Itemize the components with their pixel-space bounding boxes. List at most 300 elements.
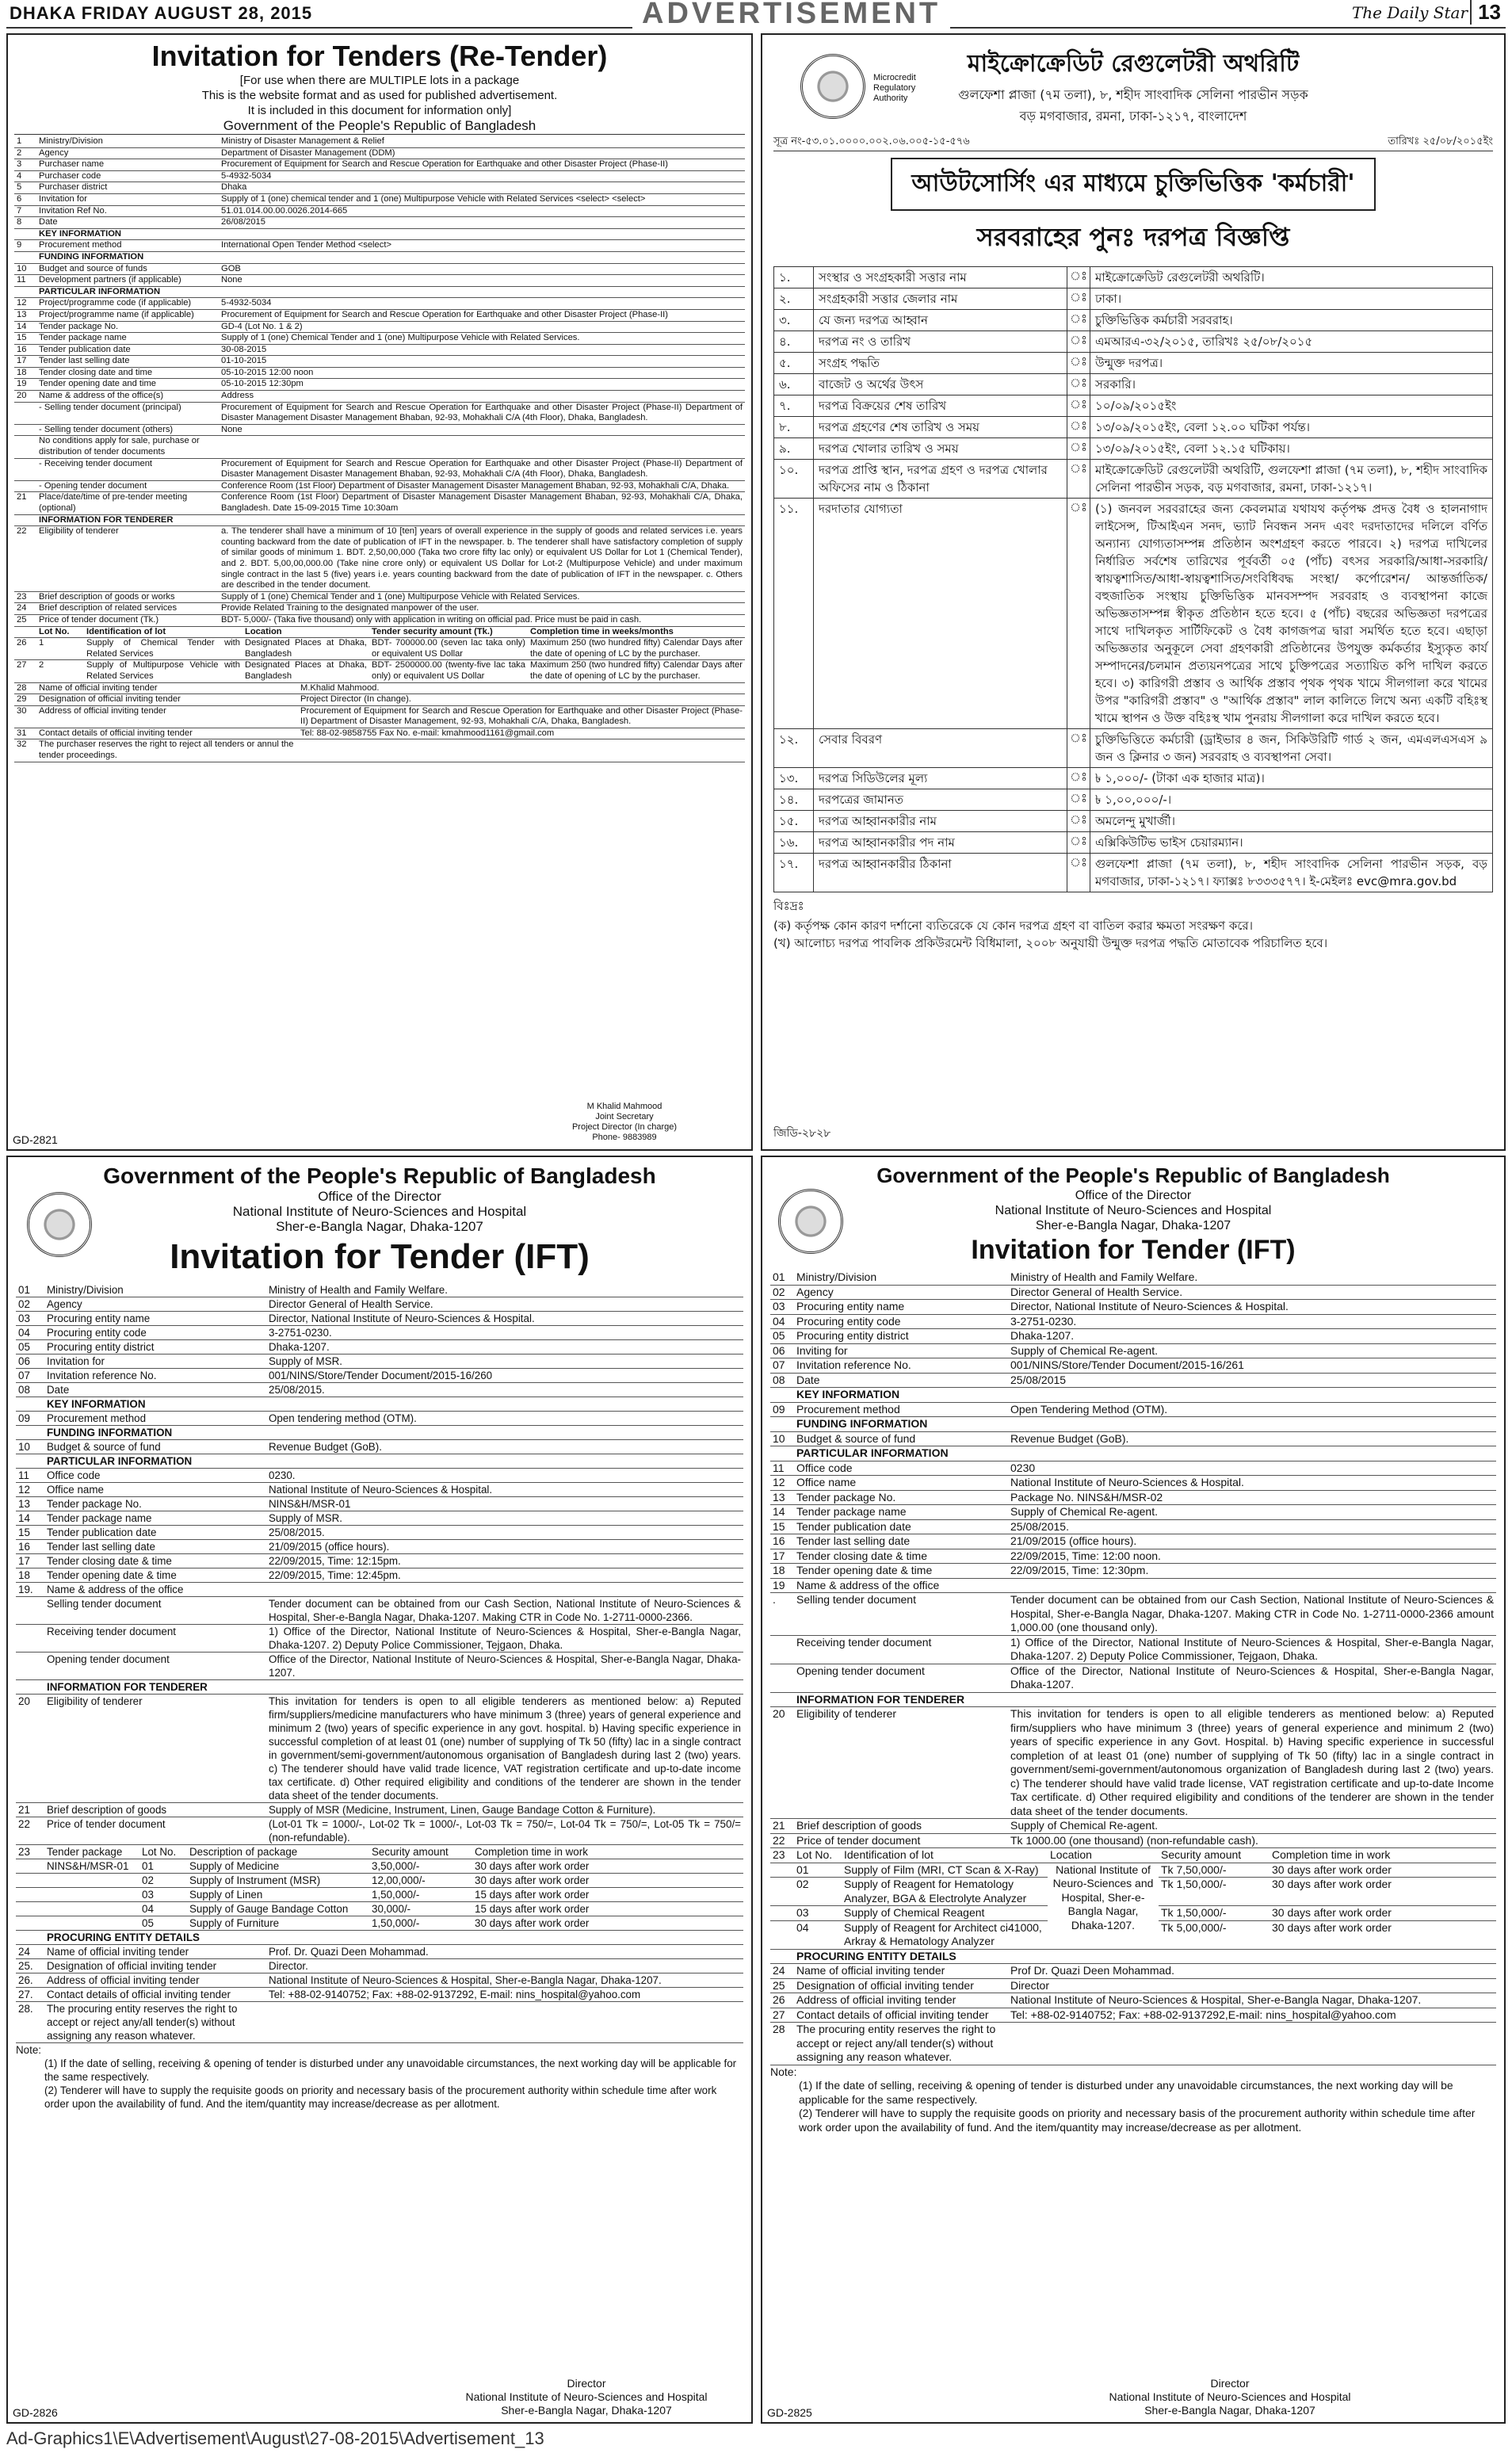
table-row bbox=[14, 344, 745, 356]
table-cell: 16 bbox=[16, 1540, 44, 1554]
table-cell: ঃ bbox=[1067, 768, 1090, 789]
table-row bbox=[16, 1412, 743, 1426]
table-row bbox=[14, 147, 745, 159]
ad2-notes bbox=[773, 917, 1493, 952]
table-cell: Tender last selling date bbox=[36, 356, 219, 368]
table-cell bbox=[770, 1446, 794, 1461]
table-cell: Brief description of goods bbox=[44, 1803, 266, 1817]
table-row bbox=[770, 1564, 1496, 1579]
table-cell: 21 bbox=[16, 1803, 44, 1817]
table-cell: Agency bbox=[44, 1297, 266, 1312]
ad2-addr1: গুলফেশা প্লাজা (৭ম তলা), ৮, শহীদ সাংবাদিক সেলিনা পারভীন সড়ক bbox=[958, 87, 1308, 102]
table-cell: 15 days after work order bbox=[472, 1902, 743, 1916]
table-cell: Director, National Institute of Neuro-Sciences & Hospital. bbox=[266, 1312, 743, 1326]
table-cell: PARTICULAR INFORMATION bbox=[44, 1454, 743, 1469]
table-cell: M.Khalid Mahmood. bbox=[298, 683, 745, 694]
table-cell: Tender package name bbox=[36, 333, 219, 345]
note-label: Note: bbox=[770, 2065, 797, 2078]
table-row bbox=[770, 2008, 1496, 2023]
table-cell: Completion time in weeks/months bbox=[528, 627, 745, 638]
text-line: National Institute of Neuro-Sciences and Hospital bbox=[1109, 2390, 1351, 2403]
table-cell: 27 bbox=[14, 660, 36, 682]
table-cell: - Selling tender document (principal) bbox=[36, 402, 219, 424]
table-row bbox=[16, 1959, 743, 1973]
table-cell: Director. bbox=[266, 1959, 743, 1973]
table-cell: 21/09/2015 (office hours). bbox=[1008, 1534, 1496, 1549]
table-cell: Tender closing date and time bbox=[36, 367, 219, 379]
table-cell bbox=[16, 1888, 44, 1902]
table-cell bbox=[16, 1653, 44, 1680]
table-cell: Supply of Film (MRI, CT Scan & X-Ray) bbox=[842, 1863, 1048, 1878]
table-cell: দরপত্র সিডিউলের মূল্য bbox=[814, 768, 1067, 789]
table-cell: Procuring entity district bbox=[44, 1340, 266, 1354]
table-cell: সরকারি। bbox=[1090, 374, 1493, 395]
ad3-table2 bbox=[16, 1931, 743, 2043]
table-cell: 13 bbox=[770, 1490, 794, 1505]
table-row bbox=[770, 1270, 1496, 1285]
table-cell: Supply of Instrument (MSR) bbox=[187, 1874, 369, 1888]
ad1-title: Invitation for Tenders (Re-Tender) bbox=[151, 40, 608, 72]
table-cell: PROCURING ENTITY DETAILS bbox=[794, 1950, 1496, 1964]
table-cell: Project/programme code (if applicable) bbox=[36, 298, 219, 310]
table-cell: a. The tenderer shall have a minimum of 10 [ten] years of overall experience in the supply of goods and related services i.e. years counting backward from the date of publication of IFT in the newspaper. b. The tenderer shall have satisfactory completion of supply of similar goods of minimum 1. BDT. 2,50,00,000 (Taka two crore fifty lac only) or equivalent US Dollar for Lot 1 (Chemical Tender), and 2. BDT. 5,00,00,000.00 (Take nine crore only) or equivalent US Dollar for Lot-2 (Multipurpose Vehicle) and under maximum single contract in the last 5 (five) years i.e. years counting backward from the date of publication of IFT in the newspaper. c. Others are described in the tender document. bbox=[219, 526, 745, 592]
table-cell: Location bbox=[1048, 1848, 1159, 1863]
table-cell: - Opening tender document bbox=[36, 480, 219, 492]
table-cell: Budget & source of fund bbox=[794, 1431, 1008, 1446]
table-cell: Office of the Director, National Institute of Neuro-Sciences & Hospital, Sher-e-Bangla Nagar, Dhaka-1207. bbox=[1008, 1664, 1496, 1692]
table-row bbox=[14, 660, 745, 682]
ad4-inst: National Institute of Neuro-Sciences and Hospital bbox=[995, 1204, 1272, 1217]
table-cell: Supply of MSR. bbox=[266, 1511, 743, 1526]
table-cell: অমলেন্দু মুখার্জী। bbox=[1090, 811, 1493, 832]
table-cell: 24 bbox=[770, 1964, 794, 1979]
table-row bbox=[16, 1440, 743, 1454]
table-cell: দরপত্র গ্রহণের শেষ তারিখ ও সময় bbox=[814, 417, 1067, 438]
table-cell: দরপত্র আহ্বানকারীর নাম bbox=[814, 811, 1067, 832]
table-cell: This invitation for tenders is open to all eligible tenderers as mentioned below: a) Reputed firm/suppliers who have minimum 3 (three) years of general experience and minimum 2 (two) years of specific experience in any Govt. Hospital. b) Having specific experience in successful completion of at least 01 (one) number of supplying of Tk 50 (fifty) lac in a single contract in government/semi-government/autonomous organization of Bangladesh during last 2 (two) years. c) The tenderer should have valid trade license, VAT registration certificate and up-to-date Income Tax certificate. d) Other required eligibility and conditions of the tenderer are shown in the tender data sheet of the tender documents. bbox=[1008, 1707, 1496, 1819]
table-header-row bbox=[16, 1845, 743, 1859]
table-cell: Tender closing date & time bbox=[44, 1554, 266, 1568]
table-cell: 10 bbox=[14, 263, 36, 275]
table-cell bbox=[770, 1863, 794, 1878]
table-cell: BDT- 700000.00 (seven lac taka only) or equivalent US Dollar bbox=[369, 638, 528, 660]
table-cell bbox=[770, 1388, 794, 1403]
table-cell: 04 bbox=[794, 1920, 842, 1949]
table-cell: Date bbox=[36, 217, 219, 229]
table-row bbox=[16, 1916, 743, 1931]
table-cell: Invitation reference No. bbox=[44, 1369, 266, 1383]
table-row bbox=[770, 1578, 1496, 1593]
table-cell: National Institute of Neuro-Sciences & Hospital. bbox=[266, 1483, 743, 1497]
table-cell: Procurement method bbox=[44, 1412, 266, 1426]
table-cell: 2 bbox=[14, 147, 36, 159]
table-cell bbox=[770, 1950, 794, 1964]
ad4-office: Office of the Director bbox=[1075, 1189, 1192, 1202]
table-cell: Office name bbox=[44, 1483, 266, 1497]
table-cell: 5-4932-5034 bbox=[219, 170, 745, 182]
ad1-gd: GD-2821 bbox=[13, 1133, 58, 1146]
text-line: National Institute of Neuro-Sciences and Hospital bbox=[465, 2390, 708, 2403]
table-cell: Security amount bbox=[369, 1845, 472, 1859]
table-cell: Tender last selling date bbox=[794, 1534, 1008, 1549]
ad3-inst: National Institute of Neuro-Sciences and Hospital bbox=[232, 1204, 527, 1219]
table-cell: এমআরএ-৩২/২০১৫, তারিখঃ ২৫/০৮/২০১৫ bbox=[1090, 331, 1493, 353]
table-cell: Office code bbox=[44, 1469, 266, 1483]
table-cell: ৭. bbox=[774, 395, 814, 417]
table-cell: ১. bbox=[774, 267, 814, 288]
table-cell: ঃ bbox=[1067, 832, 1090, 854]
table-cell: 24 bbox=[14, 603, 36, 615]
table-cell: 09 bbox=[770, 1402, 794, 1417]
text-line: Sher-e-Bangla Nagar, Dhaka-1207 bbox=[1144, 2404, 1315, 2417]
table-cell: 8 bbox=[14, 217, 36, 229]
table-cell: বাজেট ও অর্থের উৎস bbox=[814, 374, 1067, 395]
table-row bbox=[16, 1297, 743, 1312]
table-row bbox=[770, 1446, 1496, 1461]
table-cell: Ministry/Division bbox=[44, 1283, 266, 1297]
table-cell: 20 bbox=[16, 1695, 44, 1803]
table-cell: - Selling tender document (others) bbox=[36, 424, 219, 436]
table-cell: 02 bbox=[139, 1874, 187, 1888]
table-cell: মাইক্রোক্রেডিট রেগুলেটরী অথরিটি, গুলফেশা প্লাজা (৭ম তলা), ৮, শহীদ সাংবাদিক সেলিনা পারভীন সড়ক, বড় মগবাজার, রমনা, ঢাকা-১২১৭। bbox=[1090, 460, 1493, 499]
table-cell: Ministry of Disaster Management & Relief bbox=[219, 136, 745, 147]
table-row bbox=[16, 1653, 743, 1680]
table-row bbox=[14, 159, 745, 171]
table-cell: Lot No. bbox=[794, 1848, 842, 1863]
table-cell: 10 bbox=[16, 1440, 44, 1454]
table-cell: 19. bbox=[16, 1583, 44, 1597]
table-cell: ঃ bbox=[1067, 729, 1090, 768]
table-cell: 15 bbox=[16, 1526, 44, 1540]
table-cell: চুক্তিভিত্তিক কর্মচারী সরবরাহ। bbox=[1090, 310, 1493, 331]
table-cell bbox=[1008, 1578, 1496, 1593]
table-row bbox=[770, 1476, 1496, 1491]
text-line: Project Director (In charge) bbox=[571, 1122, 678, 1132]
table-cell bbox=[14, 402, 36, 424]
table-cell: Procurement of Equipment for Search and Rescue Operation for Earthquake and other Disaster Project (Phase-II) Department of Disaster Management Disaster Management Bhaban, 92-93, Mohakhali C/A (4th Floor), Dhaka, Bangladesh. bbox=[219, 458, 745, 480]
table-cell: ঃ bbox=[1067, 288, 1090, 310]
table-cell: 0230. bbox=[266, 1469, 743, 1483]
table-cell: 02 bbox=[770, 1285, 794, 1300]
table-cell: Dhaka-1207. bbox=[266, 1340, 743, 1354]
table-row bbox=[14, 705, 745, 728]
table-cell: ৳ ১,০০,০০০/-। bbox=[1090, 789, 1493, 811]
table-row bbox=[16, 1369, 743, 1383]
table-row bbox=[770, 1549, 1496, 1564]
note-line: (2) Tenderer will have to supply the requisite goods on priority and necessary basis of the procurement authority within schedule time after work order upon the availability of fund. And the item/quantity may increase/decrease as per allotment. bbox=[799, 2107, 1476, 2134]
table-cell bbox=[16, 1397, 44, 1412]
table-cell: Tender opening date and time bbox=[36, 379, 219, 391]
table-cell: Dhaka bbox=[219, 182, 745, 194]
table-cell: Receiving tender document bbox=[794, 1635, 1008, 1664]
table-row bbox=[774, 768, 1493, 789]
table-cell: 04 bbox=[16, 1326, 44, 1340]
table-row bbox=[16, 2002, 743, 2043]
table-cell: ১৩/০৯/২০১৫ইং, বেলা ১২.০০ ঘটিকা পর্যন্ত। bbox=[1090, 417, 1493, 438]
table-cell: দরদাতার যোগ্যতা bbox=[814, 499, 1067, 729]
table-row bbox=[16, 1888, 743, 1902]
table-cell: ঃ bbox=[1067, 438, 1090, 460]
table-cell: 24 bbox=[16, 1945, 44, 1959]
table-cell: 21 bbox=[770, 1819, 794, 1834]
ad-mra-outsourcing bbox=[761, 33, 1506, 1151]
page-number: 13 bbox=[1470, 0, 1501, 25]
table-cell: 28 bbox=[770, 2023, 794, 2065]
table-cell: Purchaser name bbox=[36, 159, 219, 171]
table-row bbox=[770, 1534, 1496, 1549]
table-cell: সংগ্রহকারী সত্তার জেলার নাম bbox=[814, 288, 1067, 310]
table-cell: Brief description of goods bbox=[794, 1819, 1008, 1834]
table-row bbox=[770, 1635, 1496, 1664]
ad2-addr2: বড় মগবাজার, রমনা, ঢাকা-১২১৭, বাংলাদেশ bbox=[1019, 109, 1247, 124]
table-row bbox=[774, 267, 1493, 288]
table-cell: এক্সিকিউটিভ ভাইস চেয়ারম্যান। bbox=[1090, 832, 1493, 854]
table-cell: Designation of official inviting tender bbox=[44, 1959, 266, 1973]
table-row bbox=[16, 1597, 743, 1625]
text-line: This is the website format and as used for published advertisement. bbox=[201, 89, 558, 102]
table-cell: Procuring entity name bbox=[794, 1300, 1008, 1315]
table-cell: 001/NINS/Store/Tender Document/2015-16/260 bbox=[266, 1369, 743, 1383]
table-cell: Place/date/time of pre-tender meeting (optional) bbox=[36, 492, 219, 514]
table-cell: মাইক্রোক্রেডিট রেগুলেটরী অথরিটি। bbox=[1090, 267, 1493, 288]
ad-nins-reagent bbox=[761, 1156, 1506, 2424]
ad3-gd: GD-2826 bbox=[13, 2406, 58, 2419]
table-cell: Tender package name bbox=[794, 1505, 1008, 1520]
table-row bbox=[774, 811, 1493, 832]
table-row bbox=[14, 436, 745, 458]
section-title: ADVERTISEMENT bbox=[632, 0, 950, 31]
table-cell: Supply of Linen bbox=[187, 1888, 369, 1902]
table-cell: The procuring entity reserves the right to accept or reject any/all tender(s) without assigning any reason whatever. bbox=[44, 2002, 266, 2043]
table-cell: Director General of Health Service. bbox=[1008, 1285, 1496, 1300]
table-row bbox=[16, 1583, 743, 1597]
table-row bbox=[774, 288, 1493, 310]
table-cell: 18 bbox=[16, 1568, 44, 1583]
text-line: Joint Secretary bbox=[595, 1112, 654, 1121]
ad1-lots-table bbox=[14, 627, 745, 683]
table-cell: ১৩. bbox=[774, 768, 814, 789]
table-cell: 25/08/2015. bbox=[1008, 1519, 1496, 1534]
table-cell: 12 bbox=[14, 298, 36, 310]
table-cell: KEY INFORMATION bbox=[36, 228, 745, 240]
table-cell: 12 bbox=[16, 1483, 44, 1497]
table-cell: Lot No. bbox=[36, 627, 84, 638]
table-cell: 01-10-2015 bbox=[219, 356, 745, 368]
table-row bbox=[14, 263, 745, 275]
table-cell: Director bbox=[1008, 1978, 1496, 1993]
table-cell bbox=[14, 458, 36, 480]
table-cell: Price of tender document (Tk.) bbox=[36, 614, 219, 626]
table-cell: Ministry/Division bbox=[794, 1270, 1008, 1285]
table-header-row bbox=[770, 1848, 1496, 1863]
table-cell: Security amount bbox=[1159, 1848, 1270, 1863]
table-cell: Tel: +88-02-9140752; Fax: +88-02-9137292,E-mail: nins_hospital@yahoo.com bbox=[1008, 2008, 1496, 2023]
table-cell: Tender document can be obtained from our Cash Section, National Institute of Neuro-Sciences & Hospital, Sher-e-Bangla Nagar, Dhaka-1207. Making CTR in Code No. 1-2711-0000-2366. bbox=[266, 1597, 743, 1625]
ad-re-tender bbox=[6, 33, 753, 1151]
table-cell: KEY INFORMATION bbox=[44, 1397, 743, 1412]
table-cell: Supply of Chemical Re-agent. bbox=[1008, 1505, 1496, 1520]
table-cell: 21/09/2015 (office hours). bbox=[266, 1540, 743, 1554]
table-cell: 08 bbox=[770, 1373, 794, 1388]
table-cell: 26 bbox=[770, 1993, 794, 2008]
table-row bbox=[14, 402, 745, 424]
table-cell: 04 bbox=[770, 1314, 794, 1329]
table-cell: ঃ bbox=[1067, 811, 1090, 832]
table-cell: 23 bbox=[770, 1848, 794, 1863]
table-row bbox=[16, 1454, 743, 1469]
table-cell: Supply of Multipurpose Vehicle with Related Services bbox=[84, 660, 242, 682]
table-cell: 30 days after work order bbox=[472, 1916, 743, 1931]
table-cell: Tk 7,50,000/- bbox=[1159, 1863, 1270, 1878]
table-cell: 30 bbox=[14, 705, 36, 728]
table-cell: 15 bbox=[14, 333, 36, 345]
table-cell: National Institute of Neuro-Sciences & Hospital, Sher-e-Bangla Nagar, Dhaka-1207. bbox=[266, 1973, 743, 1988]
table-row bbox=[16, 1695, 743, 1803]
table-cell: 1,50,000/- bbox=[369, 1888, 472, 1902]
table-cell: Procurement of Equipment for Search and Rescue Operation for Earthquake and other Disaster Project (Phase-II) Department of Disaster Management, 92-93, Mohakhali C/A, Dhaka, Bangladesh. bbox=[298, 705, 745, 728]
table-row bbox=[770, 1343, 1496, 1358]
table-cell bbox=[1008, 2023, 1496, 2065]
note-label: Note: bbox=[16, 2044, 42, 2056]
text-line: M Khalid Mahmood bbox=[586, 1102, 662, 1111]
table-row bbox=[16, 1625, 743, 1653]
table-row bbox=[14, 424, 745, 436]
table-cell: ৳ ১,০০০/- (টাকা এক হাজার মাত্র)। bbox=[1090, 768, 1493, 789]
table-cell: Address of official inviting tender bbox=[36, 705, 298, 728]
table-cell: 20 bbox=[14, 391, 36, 403]
table-cell: Office name bbox=[794, 1476, 1008, 1491]
table-cell: 001/NINS/Store/Tender Document/2015-16/261 bbox=[1008, 1358, 1496, 1374]
table-cell: Eligibility of tenderer bbox=[794, 1707, 1008, 1819]
table-cell: 23 bbox=[14, 591, 36, 603]
table-cell: Contact details of official inviting tender bbox=[36, 728, 298, 739]
table-row bbox=[16, 1383, 743, 1397]
ad2-table bbox=[773, 266, 1493, 892]
table-row bbox=[14, 321, 745, 333]
table-cell: 02 bbox=[794, 1878, 842, 1906]
table-cell: Supply of Chemical Re-agent. bbox=[1008, 1343, 1496, 1358]
table-cell: ঃ bbox=[1067, 395, 1090, 417]
table-row bbox=[14, 480, 745, 492]
table-cell: 25/08/2015 bbox=[1008, 1373, 1496, 1388]
table-cell: 22/09/2015, Time: 12:15pm. bbox=[266, 1554, 743, 1568]
table-cell: Identification of lot bbox=[842, 1848, 1048, 1863]
table-row bbox=[16, 1469, 743, 1483]
table-cell: 21 bbox=[14, 492, 36, 514]
table-row bbox=[770, 1978, 1496, 1993]
table-cell: 11 bbox=[770, 1461, 794, 1476]
nins-logo-icon bbox=[27, 1192, 92, 1257]
ad4-signature bbox=[1063, 2377, 1396, 2417]
table-cell: ঃ bbox=[1067, 789, 1090, 811]
table-cell bbox=[44, 1902, 139, 1916]
table-row bbox=[16, 1312, 743, 1326]
table-cell: Supply of Chemical Reagent bbox=[842, 1906, 1048, 1921]
table-cell: 03 bbox=[16, 1312, 44, 1326]
note-line: (1) If the date of selling, receiving & opening of tender is disturbed under any unavoidable circumstances, the next working day will be applicable for the same respectively. bbox=[799, 2079, 1453, 2106]
table-cell bbox=[14, 424, 36, 436]
table-cell: Eligibility of tenderer bbox=[36, 526, 219, 592]
table-cell: Tk 5,00,000/- bbox=[1159, 1920, 1270, 1949]
table-row bbox=[14, 275, 745, 287]
table-row bbox=[770, 1993, 1496, 2008]
table-cell bbox=[14, 251, 36, 263]
table-row bbox=[770, 1505, 1496, 1520]
table-cell: Address bbox=[219, 391, 745, 403]
table-cell: Tk 1,50,000/- bbox=[1159, 1878, 1270, 1906]
table-row bbox=[14, 391, 745, 403]
table-row bbox=[14, 182, 745, 194]
table-cell: Procurement method bbox=[36, 240, 219, 252]
table-cell: দরপত্রের জামানত bbox=[814, 789, 1067, 811]
table-cell: Selling tender document bbox=[794, 1593, 1008, 1636]
table-row bbox=[774, 331, 1493, 353]
table-cell: NINS&H/MSR-01 bbox=[266, 1497, 743, 1511]
table-cell: 27 bbox=[770, 2008, 794, 2023]
table-row bbox=[16, 1540, 743, 1554]
table-cell: Brief description of goods or works bbox=[36, 591, 219, 603]
table-row bbox=[14, 526, 745, 592]
text-line: It is included in this document for information only] bbox=[247, 104, 512, 117]
ad3-notes bbox=[16, 2043, 743, 2111]
table-cell: Package No. NINS&H/MSR-02 bbox=[1008, 1490, 1496, 1505]
table-cell: Supply of 1 (one) Chemical Tender and 1 (one) Multipurpose Vehicle with Related Services. bbox=[219, 333, 745, 345]
table-row bbox=[14, 614, 745, 626]
table-cell: 05-10-2015 12:00 noon bbox=[219, 367, 745, 379]
table-row bbox=[770, 1819, 1496, 1834]
table-cell: ৫. bbox=[774, 353, 814, 374]
table-cell: (Lot-01 Tk = 1000/-, Lot-02 Tk = 1000/-, Lot-03 Tk = 750/=, Lot-04 Tk = 750/=, Lot-05 Tk = 750/= (non-refundable). bbox=[266, 1817, 743, 1845]
table-row bbox=[770, 1833, 1496, 1848]
table-cell: চুক্তিভিত্তিতে কর্মচারী (ড্রাইভার ৪ জন, সিকিউরিটি গার্ড ২ জন, এমএলএসএস ৯ জন ও ক্লিনার ৩ জন) সরবরাহ ও ব্যবস্থাপনা সেবা। bbox=[1090, 729, 1493, 768]
table-cell: Tender opening date & time bbox=[44, 1568, 266, 1583]
table-cell: Procurement of Equipment for Search and Rescue Operation for Earthquake and other Disaster Project (Phase-II) bbox=[219, 159, 745, 171]
table-cell: 13 bbox=[16, 1497, 44, 1511]
table-cell: 3 bbox=[14, 159, 36, 171]
table-cell: KEY INFORMATION bbox=[794, 1388, 1496, 1403]
table-cell: Director, National Institute of Neuro-Sciences & Hospital. bbox=[1008, 1300, 1496, 1315]
table-cell: Budget and source of funds bbox=[36, 263, 219, 275]
table-cell: 9 bbox=[14, 240, 36, 252]
table-row bbox=[770, 1707, 1496, 1819]
table-cell: Prof. Dr. Quazi Deen Mohammad. bbox=[266, 1945, 743, 1959]
table-cell: Procuring entity code bbox=[794, 1314, 1008, 1329]
table-cell: Name of official inviting tender bbox=[36, 683, 298, 694]
table-cell: PROCURING ENTITY DETAILS bbox=[44, 1931, 743, 1945]
table-cell: 06 bbox=[16, 1354, 44, 1369]
ad4-gd: GD-2825 bbox=[767, 2406, 812, 2419]
table-cell: ঃ bbox=[1067, 331, 1090, 353]
ad2-ref: সূত্র নং-৫৩.০১.০০০০.০০২.০৬.০০৫-১৫-৫৭৬ bbox=[773, 136, 970, 147]
table-cell: 30 days after work order bbox=[1270, 1920, 1496, 1949]
ad1-table2 bbox=[14, 683, 745, 762]
table-row bbox=[14, 136, 745, 147]
table-cell: Tender last selling date bbox=[44, 1540, 266, 1554]
table-cell: Tender publication date bbox=[44, 1526, 266, 1540]
nins-logo-icon-2 bbox=[778, 1189, 843, 1254]
table-header-row bbox=[14, 627, 745, 638]
ad-nins-msr bbox=[6, 1156, 753, 2424]
table-cell: 28 bbox=[14, 683, 36, 694]
table-cell bbox=[16, 1874, 44, 1888]
masthead-logo: The Daily Star bbox=[1351, 3, 1468, 22]
table-cell: Ministry of Health and Family Welfare. bbox=[266, 1283, 743, 1297]
table-cell: 05 bbox=[139, 1916, 187, 1931]
table-cell: National Institute of Neuro-Sciences & Hospital, Sher-e-Bangla Nagar, Dhaka-1207. bbox=[1008, 1993, 1496, 2008]
table-row bbox=[16, 1554, 743, 1568]
table-row bbox=[14, 739, 745, 762]
table-cell: Revenue Budget (GoB). bbox=[1008, 1431, 1496, 1446]
